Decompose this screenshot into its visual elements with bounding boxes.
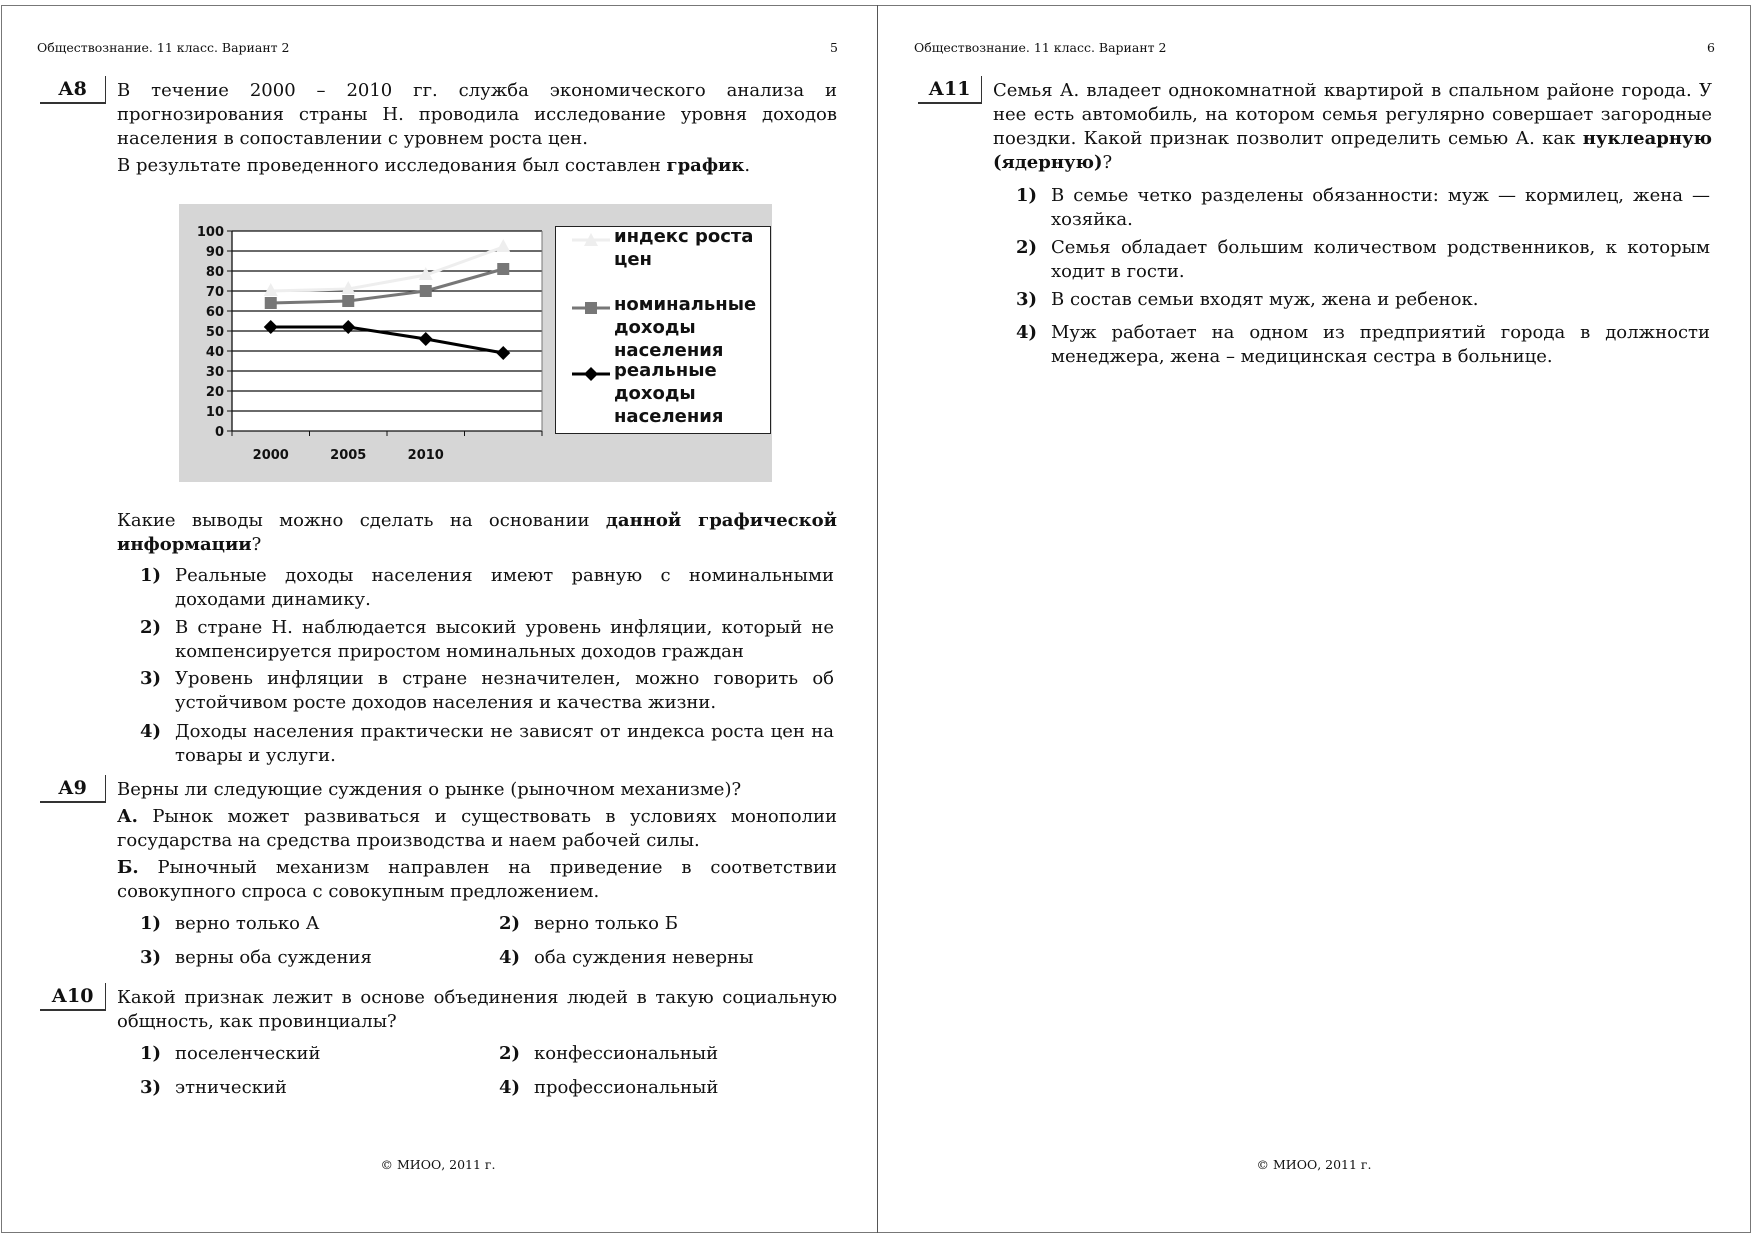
y-tick-label: 90	[205, 245, 224, 260]
legend-label: номинальные	[614, 294, 757, 315]
a11-question-end: ?	[1102, 152, 1113, 173]
a8-option-1[interactable]	[140, 564, 834, 612]
a11-question-text: Семья А. владеет однокомнатной квартирой в спальном районе города. У нее есть автомобиль, на котором семья регулярно совершает загородные поездки. Какой признак позволит определить семью А. как	[993, 80, 1712, 149]
legend-label: доходы	[614, 317, 696, 338]
a8-question-text: Какие выводы можно сделать на основании	[117, 510, 606, 531]
a8-intro-text: В течение 2000 – 2010 гг. служба экономического анализа и прогнозирования страны Н. проводила исследование уровня доходов населения в сопоставлении с уровнем роста цен.	[117, 80, 837, 149]
a9-statement-b	[117, 856, 837, 904]
a11-question-bold: нуклеарную (ядерную)	[993, 128, 1712, 173]
legend-triangle-marker-icon	[572, 233, 610, 247]
data-point	[420, 285, 432, 297]
a8-option-2[interactable]	[140, 616, 834, 664]
a10-option-1[interactable]	[140, 1042, 475, 1066]
y-tick-label: 80	[205, 265, 224, 280]
option-text: верно только А	[175, 913, 320, 934]
a11-option-2[interactable]	[1016, 236, 1710, 284]
option-text: В семье четко разделены обязанности: муж — кормилец, жена — хозяйка.	[1051, 185, 1710, 230]
option-number: 3)	[140, 947, 162, 968]
option-number: 4)	[1016, 322, 1038, 343]
option-text: этнический	[175, 1077, 287, 1098]
data-point	[342, 295, 354, 307]
legend-label: населения	[614, 340, 724, 361]
option-number: 2)	[140, 617, 162, 638]
y-tick-label: 60	[205, 305, 224, 320]
question-label-a8: А8	[40, 76, 106, 104]
a8-intro	[117, 79, 837, 178]
option-number: 2)	[499, 913, 521, 934]
a9-option-2[interactable]	[499, 912, 834, 936]
question-label-a11: А11	[918, 76, 982, 104]
option-number: 4)	[499, 947, 521, 968]
option-number: 1)	[1016, 185, 1038, 206]
option-number: 1)	[140, 1043, 162, 1064]
x-tick-label: 2005	[330, 448, 367, 463]
a10-option-4[interactable]	[499, 1076, 834, 1100]
option-text: верно только Б	[534, 913, 678, 934]
a8-question	[117, 509, 837, 557]
left-footer: © МИОО, 2011 г.	[380, 1157, 496, 1172]
statement-label: А.	[117, 806, 138, 827]
a10-option-3[interactable]	[140, 1076, 475, 1100]
y-tick-label: 50	[205, 325, 224, 340]
option-text: Доходы населения практически не зависят от индекса роста цен на товары и услуги.	[175, 721, 834, 766]
question-label-a9: А9	[40, 775, 106, 803]
a8-result-bold: график	[666, 155, 745, 176]
y-tick-label: 40	[205, 345, 224, 360]
a9-statement-a	[117, 805, 837, 853]
a8-result-text: В результате проведенного исследования был составлен	[117, 155, 667, 176]
option-number: 4)	[140, 721, 162, 742]
legend-label: населения	[614, 406, 724, 427]
line-chart	[179, 204, 772, 482]
y-tick-label: 30	[205, 365, 224, 380]
statement-label: Б.	[117, 857, 139, 878]
option-number: 3)	[1016, 289, 1038, 310]
right-footer: © МИОО, 2011 г.	[1256, 1157, 1372, 1172]
a8-question-end: ?	[251, 534, 262, 555]
option-number: 2)	[499, 1043, 521, 1064]
a9-option-4[interactable]	[499, 946, 834, 970]
a9-question: Верны ли следующие суждения о рынке (рыночном механизме)?	[117, 779, 742, 800]
option-number: 2)	[1016, 237, 1038, 258]
a8-option-3[interactable]	[140, 667, 834, 715]
option-number: 1)	[140, 565, 162, 586]
page-divider	[877, 5, 878, 1233]
y-tick-label: 20	[205, 385, 224, 400]
a10-body	[117, 986, 837, 1034]
question-label-a10: А10	[40, 983, 106, 1011]
option-number: 3)	[140, 1077, 162, 1098]
option-text: Реальные доходы населения имеют равную с номинальными доходами динамику.	[175, 565, 834, 610]
a11-option-3[interactable]	[1016, 288, 1710, 312]
right-header: Обществознание. 11 класс. Вариант 2	[914, 40, 1167, 55]
y-tick-label: 10	[205, 405, 224, 420]
option-number: 3)	[140, 668, 162, 689]
option-number: 4)	[499, 1077, 521, 1098]
legend-label: реальные	[614, 360, 717, 381]
y-tick-label: 0	[214, 425, 224, 440]
x-tick-label: 2010	[407, 448, 444, 463]
option-text: Уровень инфляции в стране незначителен, можно говорить об устойчивом росте доходов населения и качества жизни.	[175, 668, 834, 713]
y-tick-label: 70	[205, 285, 224, 300]
a11-option-4[interactable]	[1016, 321, 1710, 369]
option-text: В стране Н. наблюдается высокий уровень инфляции, который не компенсируется приростом номинальных доходов граждан	[175, 617, 834, 662]
chart-legend	[555, 226, 771, 434]
x-tick-label: 2000	[252, 448, 289, 463]
a8-result	[117, 154, 837, 178]
option-text: конфессиональный	[534, 1043, 719, 1064]
option-text: поселенческий	[175, 1043, 321, 1064]
data-point	[497, 263, 509, 275]
legend-label: цен	[614, 249, 652, 270]
legend-diamond-marker-icon	[572, 367, 610, 381]
option-text: верны оба суждения	[175, 947, 372, 968]
a8-option-4[interactable]	[140, 720, 834, 768]
a11-body	[993, 79, 1712, 175]
option-text: профессиональный	[534, 1077, 719, 1098]
right-page-number: 6	[1707, 40, 1715, 55]
left-header: Обществознание. 11 класс. Вариант 2	[37, 40, 290, 55]
left-page-number: 5	[830, 40, 838, 55]
a10-question: Какой признак лежит в основе объединения людей в такую социальную общность, как провинциалы?	[117, 987, 837, 1032]
a8-question-bold: данной графической информации	[117, 510, 837, 555]
a11-option-1[interactable]	[1016, 184, 1710, 232]
option-text: оба суждения неверны	[534, 947, 754, 968]
a8-result-end: .	[744, 155, 751, 176]
option-number: 1)	[140, 913, 162, 934]
option-text: Семья обладает большим количеством родственников, к которым ходит в гости.	[1051, 237, 1710, 282]
data-point	[265, 297, 277, 309]
option-text: В состав семьи входят муж, жена и ребенок.	[1051, 289, 1479, 310]
legend-label: доходы	[614, 383, 696, 404]
statement-text: Рыночный механизм направлен на приведение в соответствии совокупного спроса с совокупным предложением.	[117, 857, 837, 902]
a9-body	[117, 778, 837, 904]
statement-text: Рынок может развиваться и существовать в условиях монополии государства на средства производства и наем рабочей силы.	[117, 806, 837, 851]
y-tick-label: 100	[196, 225, 224, 240]
a9-option-1[interactable]	[140, 912, 475, 936]
option-text: Муж работает на одном из предприятий города в должности менеджера, жена – медицинская сестра в больнице.	[1051, 322, 1710, 367]
a9-option-3[interactable]	[140, 946, 475, 970]
legend-label: индекс роста	[614, 226, 754, 247]
a10-option-2[interactable]	[499, 1042, 834, 1066]
legend-square-marker-icon	[572, 301, 610, 315]
